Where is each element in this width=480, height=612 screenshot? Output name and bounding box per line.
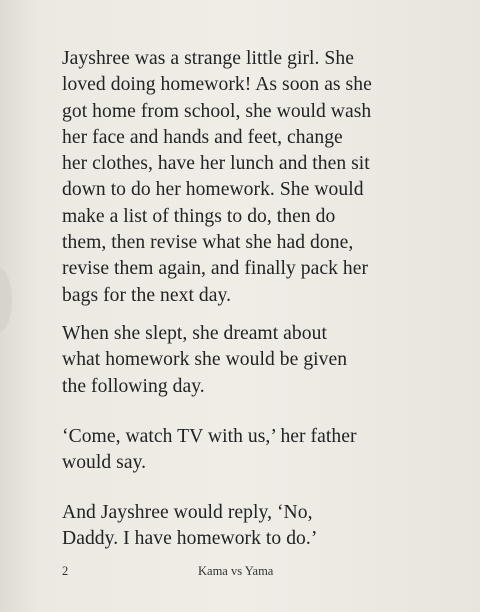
paragraph-4: And Jayshree would reply, ‘No, Daddy. I have homework to do.’ [62, 502, 318, 550]
running-footer-title: Kama vs Yama [198, 564, 274, 578]
page-number: 2 [62, 564, 69, 578]
paragraph-3: ‘Come, watch TV with us,’ her father would say. [62, 426, 357, 474]
paragraph-2: When she slept, she dreamt about what homework she would be given the following day. [62, 323, 348, 397]
paragraph-1: Jayshree was a strange little girl. She loved doing homework! As soon as she got home from school, she would wash her face and hands and feet, change her clothes, have her lunch and then sit down to do her homework. She would make a list of things to do, then do them, then revise what she had done, revise them again, and finally pack her bags for the next day. [62, 48, 372, 306]
page-edge-shadow [0, 268, 12, 332]
